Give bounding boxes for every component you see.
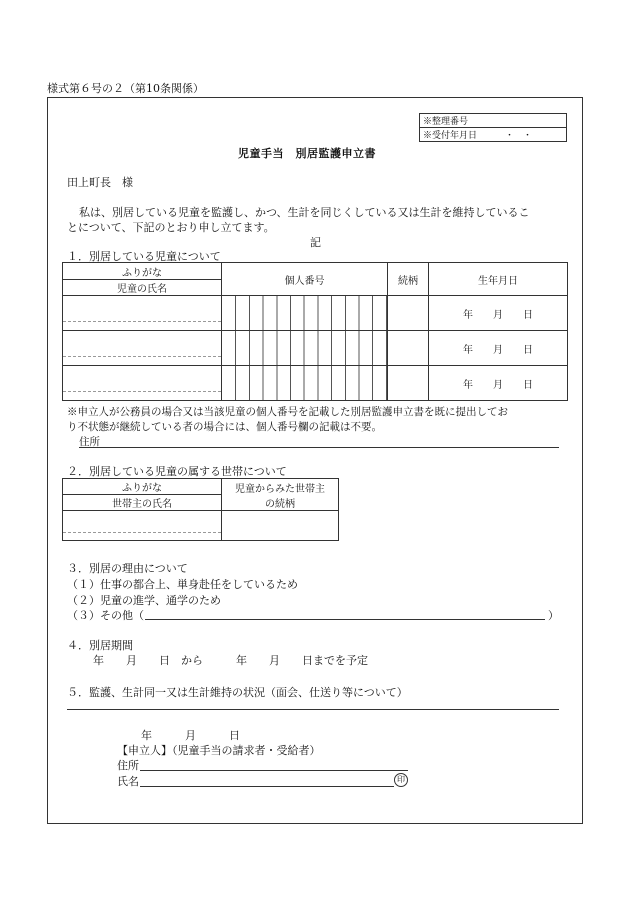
furigana-header: ふりがな (63, 263, 222, 280)
table-row (63, 331, 568, 366)
reason-3: （３）その他（ (67, 609, 144, 622)
form-number-label: 様式第６号の２（第10条関係） (47, 82, 204, 95)
household-furigana-header: ふりがな (63, 479, 222, 495)
my-number-cell[interactable] (222, 296, 388, 331)
reason-1: （１）仕事の都合上、単身赴任をしているため (67, 578, 298, 591)
my-number-note-line2: り不状態が継続している者の場合には、個人番号欄の記載は不要。 (67, 421, 382, 433)
my-number-header: 個人番号 (222, 263, 388, 296)
admin-number-label: ※整理番号 (420, 114, 567, 128)
section2-heading: ２．別居している児童の属する世帯について (67, 465, 287, 478)
admin-box (419, 113, 567, 142)
child-name-cell[interactable] (63, 331, 222, 366)
situation-line[interactable] (67, 709, 559, 710)
child-address-label: 住所 (79, 436, 100, 448)
page-title: 児童手当 別居監護申立書 (238, 147, 376, 160)
relation-cell[interactable] (388, 296, 429, 331)
birthdate-header: 生年月日 (429, 263, 568, 296)
reason-3-close-paren: ） (548, 609, 559, 622)
relation-cell[interactable] (388, 366, 429, 401)
birthdate-cell[interactable]: 年 月 日 (429, 296, 568, 331)
birthdate-cell[interactable]: 年 月 日 (429, 331, 568, 366)
applicant-address-line[interactable] (140, 770, 408, 771)
child-name-cell[interactable] (63, 296, 222, 331)
section5-heading: ５．監護、生計同一又は生計維持の状況（面会、仕送り等について） (67, 686, 408, 699)
applicant-name-line[interactable] (140, 786, 394, 787)
my-number-cell[interactable] (222, 331, 388, 366)
my-number-note-line1: ※申立人が公務員の場合又は当該児童の個人番号を記載した別居監護申立書を既に提出してお (67, 406, 508, 418)
separation-period: 年 月 日 から 年 月 日までを予定 (93, 654, 368, 667)
application-date: 年 月 日 (141, 729, 240, 742)
seal-icon: 印 (394, 773, 408, 787)
applicant-label: 【申立人】（児童手当の請求者・受給者） (117, 744, 321, 757)
table-row (63, 366, 568, 401)
admin-date-label: ※受付年月日 ・ ・ (420, 128, 567, 142)
my-number-cell[interactable] (222, 366, 388, 401)
children-table (62, 262, 568, 401)
applicant-address-label: 住所 (117, 759, 139, 772)
reason-2: （２）児童の進学、通学のため (67, 594, 221, 607)
household-head-header: 世帯主の氏名 (63, 495, 222, 511)
child-name-cell[interactable] (63, 366, 222, 401)
relation-header: 続柄 (388, 263, 429, 296)
section4-heading: ４．別居期間 (67, 639, 133, 652)
household-head-cell[interactable] (63, 511, 222, 541)
section3-heading: ３．別居の理由について (67, 562, 188, 575)
body-text-line1: 私は、別居している児童を監護し、かつ、生計を同じくしている又は生計を維持しているこ (79, 206, 530, 219)
child-address-line[interactable] (79, 447, 559, 448)
addressee: 田上町長 様 (67, 176, 133, 189)
household-relation-cell[interactable] (222, 511, 339, 541)
relation-cell[interactable] (388, 331, 429, 366)
body-text-line2: とについて、下記のとおり申し立てます。 (67, 221, 275, 234)
household-table (62, 478, 339, 541)
table-row (63, 296, 568, 331)
other-reason-line[interactable] (145, 619, 545, 620)
section1-heading: １．別居している児童について (67, 250, 221, 263)
table-row (63, 511, 339, 541)
child-name-header: 児童の氏名 (63, 280, 222, 296)
applicant-name-label: 氏名 (117, 775, 139, 788)
household-relation-header: 児童からみた世帯主 の続柄 (222, 479, 339, 511)
ki-label: 記 (310, 236, 321, 249)
birthdate-cell[interactable]: 年 月 日 (429, 366, 568, 401)
